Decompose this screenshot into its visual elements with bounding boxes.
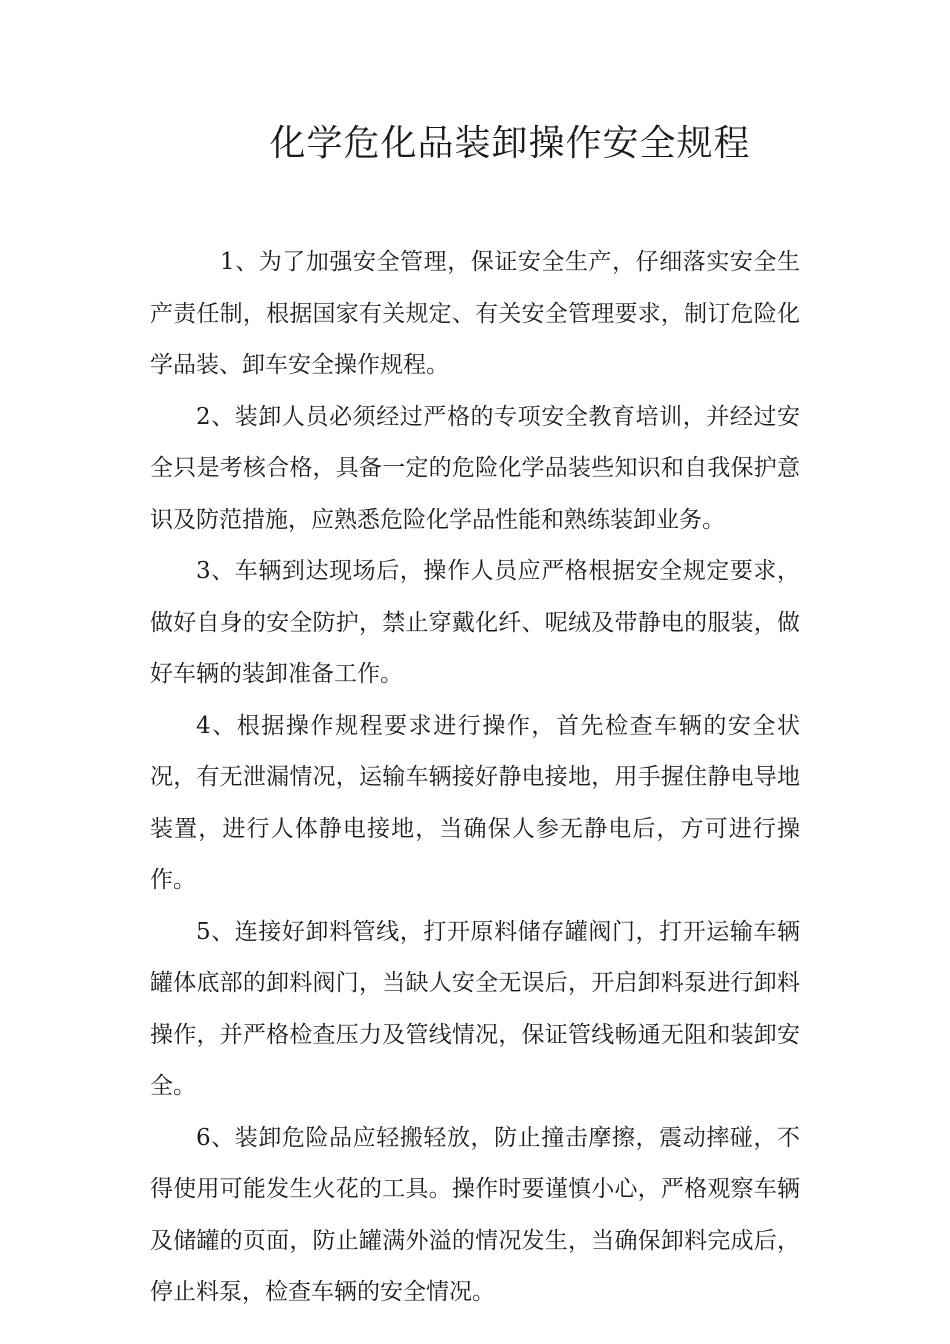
paragraph-5: 5、连接好卸料管线，打开原料储存罐阀门，打开运输车辆罐体底部的卸料阀门，当缺人安全无误后，开启卸料泵进行卸料操作，并严格检查压力及管线情况，保证管线畅通无阻和装卸安全。 — [150, 918, 800, 1099]
paragraph-6: 6、装卸危险品应轻搬轻放，防止撞击摩擦，震动摔碰，不得使用可能发生火花的工具。操作时要谨慎小心，严格观察车辆及储罐的页面，防止罐满外溢的情况发生，当确保卸料完成后，停止料泵，检查车辆的安全情况。 — [150, 1124, 800, 1305]
paragraph-3: 3、车辆到达现场后，操作人员应严格根据安全规定要求，做好自身的安全防护，禁止穿戴化纤、呢绒及带静电的服装，做好车辆的装卸准备工作。 — [150, 558, 800, 687]
paragraph-1: 1、为了加强安全管理，保证安全生产，仔细落实安全生产责任制，根据国家有关规定、有关安全管理要求，制订危险化学品装、卸车安全操作规程。 — [150, 249, 800, 378]
document-body — [150, 237, 800, 1319]
paragraph-2: 2、装卸人员必须经过严格的专项安全教育培训，并经过安全只是考核合格，具备一定的危险化学品装些知识和自我保护意识及防范措施，应熟悉危险化学品性能和熟练装卸业务。 — [150, 403, 800, 533]
paragraph-4: 4、根据操作规程要求进行操作，首先检查车辆的安全状况，有无泄漏情况，运输车辆接好静电接地，用手握住静电导地装置，进行人体静电接地，当确保人参无静电后，方可进行操作。 — [150, 712, 800, 893]
document-title: 化学危化品装卸操作安全规程 — [269, 123, 751, 164]
